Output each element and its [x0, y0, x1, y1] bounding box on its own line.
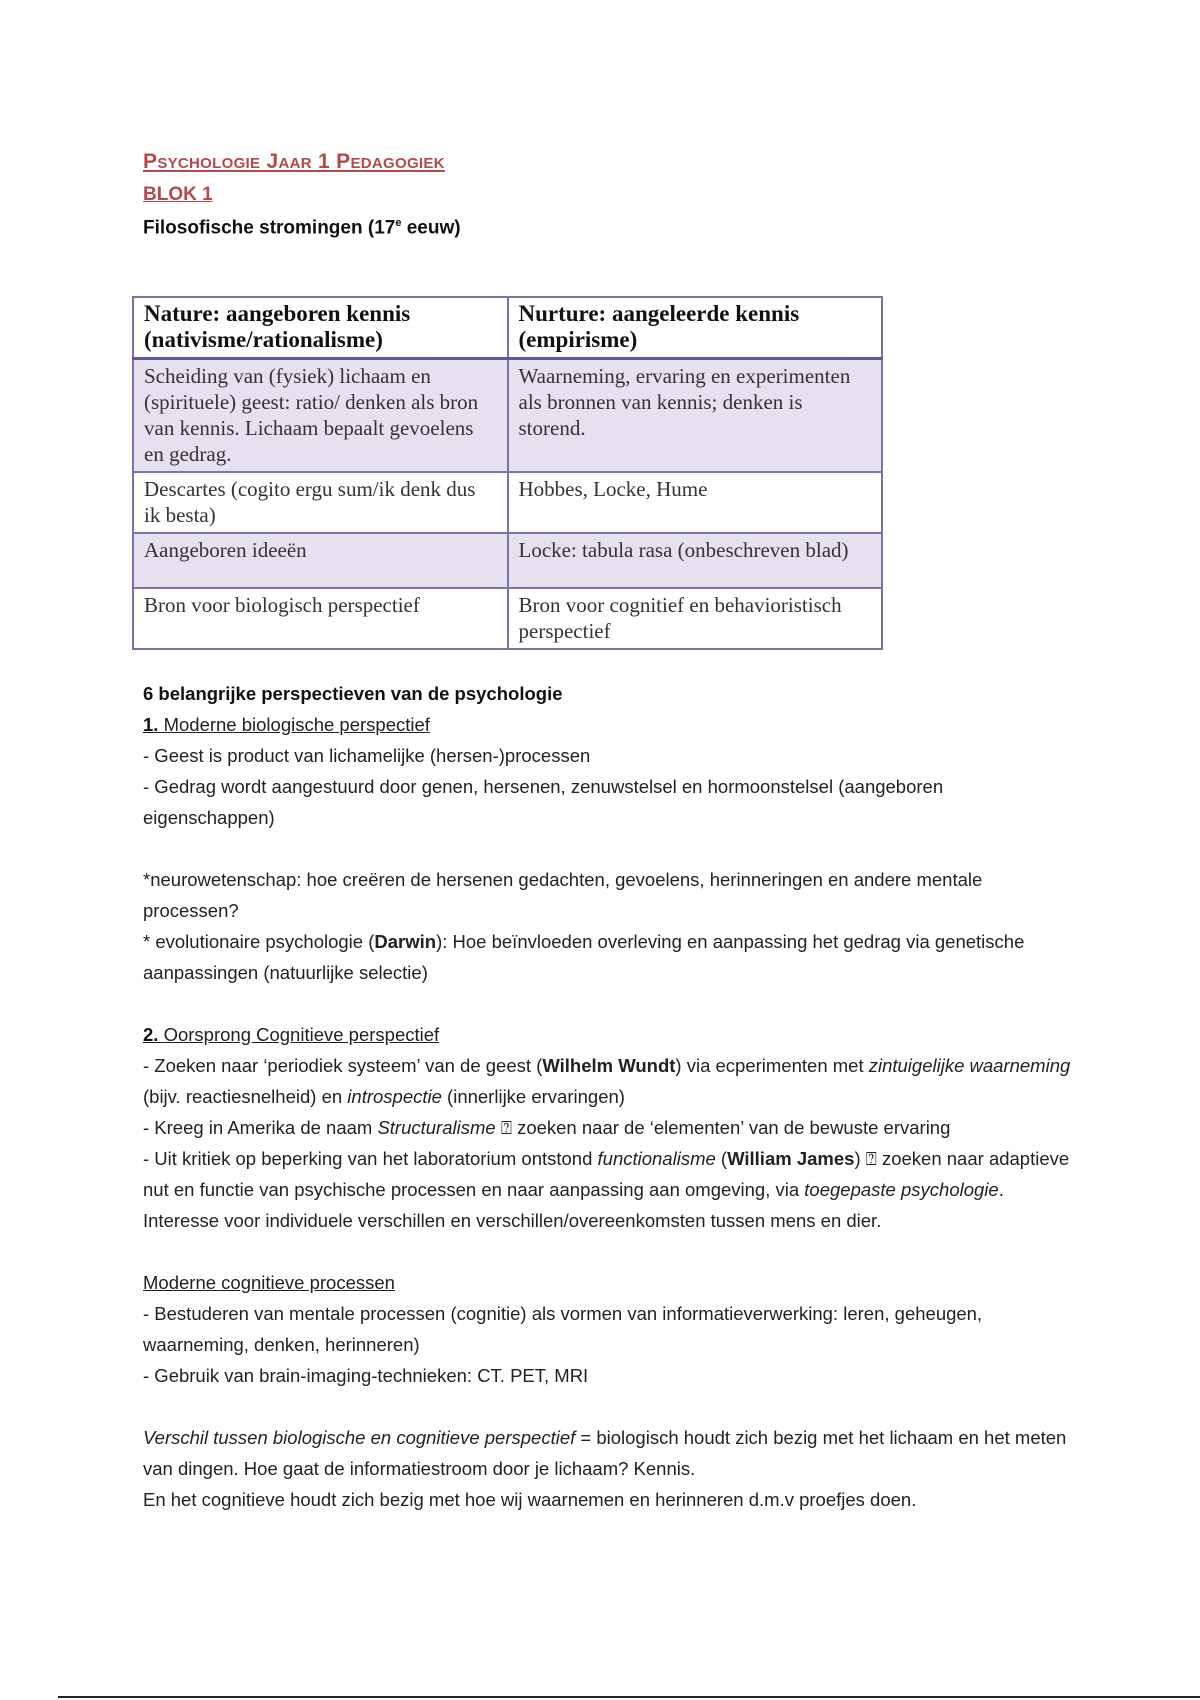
- table-cell: Locke: tabula rasa (onbeschreven blad): [508, 533, 883, 588]
- page-bottom-rule: [58, 1696, 1200, 1698]
- perspectives-heading: 6 belangrijke perspectieven van de psychologie: [143, 683, 563, 704]
- section-heading-modern-cognitive: Moderne cognitieve processen: [143, 1272, 395, 1293]
- table-header-row: [133, 297, 882, 359]
- paragraph: Verschil tussen biologische en cognitieve perspectief = biologisch houdt zich bezig met het lichaam en het meten van dingen. Hoe gaat de informatiestroom door je lichaam? Kennis.: [143, 1427, 1067, 1479]
- nature-nurture-table: [132, 296, 883, 650]
- table-cell: Bron voor biologisch perspectief: [133, 588, 508, 649]
- table-cell: Scheiding van (fysiek) lichaam en (spirituele) geest: ratio/ denken als bron van kennis. Lichaam bepaalt gevoelens en gedrag.: [133, 359, 508, 473]
- paragraph: - Bestuderen van mentale processen (cognitie) als vormen van informatieverwerking: leren, geheugen, waarneming, denken, herinneren): [143, 1303, 983, 1355]
- section-heading-biological: 1. Moderne biologische perspectief: [143, 714, 430, 735]
- section-heading-cognitive: 2. Oorsprong Cognitieve perspectief: [143, 1024, 440, 1045]
- table-row: [133, 588, 882, 649]
- paragraph: *neurowetenschap: hoe creëren de hersenen gedachten, gevoelens, herinneringen en andere mentale processen?: [143, 869, 983, 921]
- paragraph: - Gedrag wordt aangestuurd door genen, hersenen, zenuwstelsel en hormoonstelsel (aangeboren eigenschappen): [143, 776, 944, 828]
- paragraph: En het cognitieve houdt zich bezig met hoe wij waarnemen en herinneren d.m.v proefjes doen.: [143, 1489, 917, 1510]
- table-cell: Bron voor cognitief en behavioristisch perspectief: [508, 588, 883, 649]
- document-body: [143, 678, 1073, 1515]
- paragraph: - Geest is product van lichamelijke (hersen-)processen: [143, 745, 591, 766]
- paragraph: - Zoeken naar ‘periodiek systeem’ van de geest (Wilhelm Wundt) via ecperimenten met zintuigelijke waarneming (bijv. reactiesnelheid) en introspectie (innerlijke ervaringen): [143, 1055, 1071, 1107]
- block-label: BLOK 1: [143, 184, 213, 205]
- table-row: [133, 472, 882, 533]
- table-cell: Waarneming, ervaring en experimenten als bronnen van kennis; denken is storend.: [508, 359, 883, 473]
- table-cell: Hobbes, Locke, Hume: [508, 472, 883, 533]
- table-row: [133, 533, 882, 588]
- table-cell: Descartes (cogito ergu sum/ik denk dus ik besta): [133, 472, 508, 533]
- table-header-nurture: Nurture: aangeleerde kennis (empirisme): [508, 297, 883, 359]
- document-title: Psychologie Jaar 1 Pedagogiek: [143, 150, 445, 173]
- table-cell: Aangeboren ideeën: [133, 533, 508, 588]
- table-header-nature: Nature: aangeboren kennis (nativisme/rationalisme): [133, 297, 508, 359]
- subtitle: Filosofische stromingen (17e eeuw): [143, 217, 461, 239]
- table-row: [133, 359, 882, 473]
- paragraph: - Kreeg in Amerika de naam Structuralisme ⍰ zoeken naar de ‘elementen’ van de bewuste ervaring: [143, 1117, 951, 1138]
- paragraph: - Uit kritiek op beperking van het laboratorium ontstond functionalisme (William James) ⍰ zoeken naar adaptieve nut en functie van psychische processen en naar aanpassing aan omgeving, via toegepaste psychologie. Interesse voor individuele verschillen en verschillen/overeenkomsten tussen mens en dier.: [143, 1148, 1070, 1231]
- paragraph: * evolutionaire psychologie (Darwin): Hoe beïnvloeden overleving en aanpassing het gedrag via genetische aanpassingen (natuurlijke selectie): [143, 931, 1025, 983]
- paragraph: - Gebruik van brain-imaging-technieken: CT. PET, MRI: [143, 1365, 589, 1386]
